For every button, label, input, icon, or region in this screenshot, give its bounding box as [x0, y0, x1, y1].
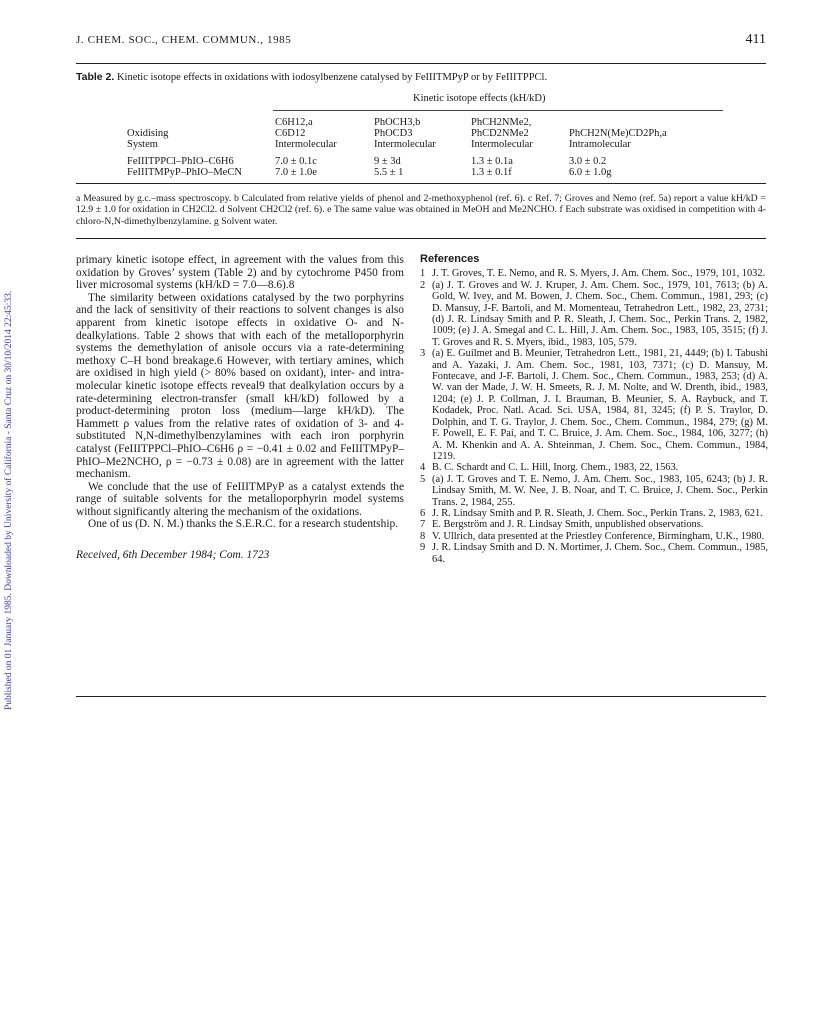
column-header-line: PhOCD3: [374, 128, 413, 139]
page-bottom-rule: [76, 696, 766, 697]
table-cell: 9 ± 3d: [374, 156, 401, 167]
column-header-line: Intermolecular: [275, 139, 337, 150]
stub-header-line: System: [127, 139, 158, 150]
column-header-line: C6D12: [275, 128, 306, 139]
body-paragraph: One of us (D. N. M.) thanks the S.E.R.C. for a research studentship.: [88, 518, 399, 531]
table-cell: 7.0 ± 1.0e: [275, 167, 317, 178]
column-header-line: Intermolecular: [374, 139, 436, 150]
stub-header: [127, 128, 168, 150]
reference-text: B. C. Schardt and C. L. Hill, Inorg. Chem., 1983, 22, 1563.: [432, 462, 679, 474]
column-header-line: PhCH2NMe2,: [471, 117, 532, 128]
reference-number: 7: [420, 519, 426, 531]
column-header-benzylamine: [471, 117, 533, 150]
body-text-column: [76, 254, 404, 562]
reference-item: [420, 542, 768, 565]
body-paragraph: We conclude that the use of FeIIITMPyP as a catalyst extends the range of suitable solvents for the metalloporphyrin model systems without significantly altering the mechanism of the oxidations.: [76, 480, 404, 518]
reference-text: J. R. Lindsay Smith and P. R. Sleath, J. Chem. Soc., Perkin Trans. 2, 1983, 621.: [432, 507, 763, 519]
reference-item: [420, 531, 768, 542]
journal-title: J. CHEM. SOC., CHEM. COMMUN., 1985: [76, 34, 292, 46]
provenance-sidebar: Published on 01 January 1985. Downloaded by University of California - Santa Cruz on 30/10/2014 22:45:33.: [4, 290, 14, 710]
reference-text: (a) E. Guilmet and B. Meunier, Tetrahedron Lett., 1981, 21, 4449; (b) I. Tabushi and A. Yazaki, J. Am. Chem. Soc., 1981, 103, 7371; (c) D. Mansuy, M. Fontecave, and J-F. Bartoli, J. Chem. Soc., Chem. Commun., 1983, 253; (d) A. W. van der Made, J. W. H. Smeets, R. J. M. Nolte, and W. Drenth, ibid., 1983, 1204; (e) J. P. Collman, J. I. Brauman, B. Meunier, S. A. Raybuck, and T. Kodadek, Proc. Natl. Acad. Sci. USA, 1984, 81, 3245; (f) P. S. Traylor, D. Dolphin, and T. G. Traylor, J. Chem. Soc., Chem. Commun., 1984, 279; (g) M. F. Powell, E. F. Pai, and T. C. Bruice, J. Am. Chem. Soc., 1984, 106, 3277; (h) A. M. Khenkin and A. A. Shteinman, J. Chem. Soc., Chem. Commun., 1984, 1219.: [432, 348, 768, 462]
reference-item: [420, 348, 768, 462]
body-paragraph: primary kinetic isotope effect, in agreement with the values from this oxidation by Groves’ system (Table 2) and by cytochrome P450 from liver microsomal systems (kH/kD = 7.0—8.6).8: [76, 254, 404, 292]
table-span-header: Kinetic isotope effects (kH/kD): [413, 93, 546, 104]
reference-number: 5: [420, 473, 426, 485]
table-cell: 7.0 ± 0.1c: [275, 156, 317, 167]
reference-text: J. T. Groves, T. E. Nemo, and R. S. Myers, J. Am. Chem. Soc., 1979, 101, 1032.: [432, 268, 766, 280]
stub-header-line: Oxidising: [127, 128, 169, 139]
column-header-line: PhCD2NMe2: [471, 128, 529, 139]
table-label: Table 2.: [76, 71, 115, 83]
running-header: [76, 34, 766, 54]
column-header-anisole: [374, 117, 436, 150]
column-header-line: C6H12,a: [275, 117, 313, 128]
reference-text: (a) J. T. Groves and W. J. Kruper, J. Am. Chem. Soc., 1979, 101, 7613; (b) A. Gold, W. Ivey, and M. Bowen, J. Chem. Soc., Chem. Commun., 1981, 293; (c) D. Mansuy, J-F. Bartoli, and M. Momenteau, Tetrahedron Lett., 1982, 23, 2731; (d) J. R. Lindsay Smith and P. R. Sleath, J. Chem. Soc., Perkin Trans. 2, 1982, 1009; (e) J. A. Smegal and C. L. Hill, J. Am. Chem. Soc., 1983, 105, 3515; (f) J. T. Groves and R. S. Myers, ibid., 1983, 105, 579.: [432, 279, 768, 348]
reference-text: (a) J. T. Groves and T. E. Nemo, J. Am. Chem. Soc., 1983, 105, 6243; (b) J. R. Lindsay Smith, M. W. Nee, J. B. Noar, and T. C. Bruice, J. Chem. Soc., Perkin Trans. 2, 1984, 255.: [432, 473, 768, 508]
reference-number: 2: [420, 279, 426, 291]
span-header-rule: [273, 110, 723, 111]
table-bottom-rule: [76, 238, 766, 239]
received-line: Received, 6th December 1984; Com. 1723: [76, 549, 270, 562]
reference-text: V. Ullrich, data presented at the Priestley Conference, Birmingham, U.K., 1980.: [432, 530, 765, 542]
column-header-line: Intramolecular: [569, 139, 631, 150]
column-header-c6h12: [275, 117, 337, 150]
references-section: [420, 254, 768, 565]
reference-item: [420, 519, 768, 530]
table-caption-text: Kinetic isotope effects in oxidations with iodosylbenzene catalysed by FeIIITMPyP or by FeIIITPPCl.: [116, 72, 548, 83]
table-cell: 5.5 ± 1: [374, 167, 404, 178]
reference-text: E. Bergström and J. R. Lindsay Smith, unpublished observations.: [432, 519, 704, 531]
reference-number: 4: [420, 462, 426, 474]
table-row-system: FeIIITPPCl–PhIO–C6H6: [127, 156, 234, 167]
reference-item: [420, 508, 768, 519]
reference-number: 3: [420, 348, 426, 360]
table-top-rule: [76, 63, 766, 64]
column-header-line: Intermolecular: [471, 139, 533, 150]
reference-number: 8: [420, 530, 426, 542]
reference-item: [420, 462, 768, 473]
reference-item: [420, 280, 768, 348]
column-header-line: PhCH2N(Me)CD2Ph,a: [569, 128, 667, 139]
reference-item: [420, 268, 768, 279]
table-caption: [76, 71, 547, 83]
table-cell: 1.3 ± 0.1a: [471, 156, 513, 167]
reference-number: 1: [420, 268, 426, 280]
table-footnotes: a Measured by g.c.–mass spectroscopy. b Calculated from relative yields of phenol and 2-methoxyphenol (ref. 6). c Ref. 7; Groves and Nemo (ref. 5a) report a value kH/kD = 12.9 ± 1.0 for oxidation in CH2Cl2. d Solvent CH2Cl2 (ref. 6). e The same value was obtained in MeOH and Me2NCHO. f Each substrate was oxidised in competition with 4-chloro-N,N-dimethylbenzylamine. g Solvent water.: [76, 193, 766, 227]
reference-number: 6: [420, 507, 426, 519]
body-paragraph: The similarity between oxidations catalysed by the two porphyrins and the lack of sensitivity of their reactions to solvent changes is also apparent from kinetic isotope effects in oxidative O- and N-dealkylations. Table 2 shows that with each of the metalloporphyrin systems the demethylation of anisole occurs via a rate-determining methoxy C–H bond breakage.6 However, with tertiary amines, which are oxidised in high yield (> 80% based on oxidant), inter- and intra-molecular kinetic isotope effects reveal9 that dealkylation occurs by a rate-determining electron-transfer (small kH/kD) followed by a product-determining proton loss (medium—large kH/kD). The Hammett ρ values from the relative rates of oxidation of 3- and 4-substituted N,N-dimethylbenzylamines with each iron porphyrin catalyst (FeIIITPPCl–PhIO–C6H6 ρ = −0.41 ± 0.02 and FeIIITMPyP–PhIO–Me2NCHO, ρ = −0.73 ± 0.08) are in agreement with the latter mechanism.: [76, 291, 404, 481]
page-number: 411: [745, 32, 766, 47]
table-row-system: FeIIITMPyP–PhIO–MeCN: [127, 167, 242, 178]
table-cell: 3.0 ± 0.2: [569, 156, 607, 167]
column-header-line: PhOCH3,b: [374, 117, 421, 128]
reference-text: J. R. Lindsay Smith and D. N. Mortimer, J. Chem. Soc., Chem. Commun., 1985, 64.: [432, 542, 768, 565]
table-mid-rule: [76, 183, 766, 184]
table-cell: 6.0 ± 1.0g: [569, 167, 612, 178]
reference-number: 9: [420, 542, 426, 554]
reference-item: [420, 474, 768, 508]
references-heading: References: [420, 253, 480, 265]
table-cell: 1.3 ± 0.1f: [471, 167, 512, 178]
column-header-intramolecular: [569, 128, 667, 150]
